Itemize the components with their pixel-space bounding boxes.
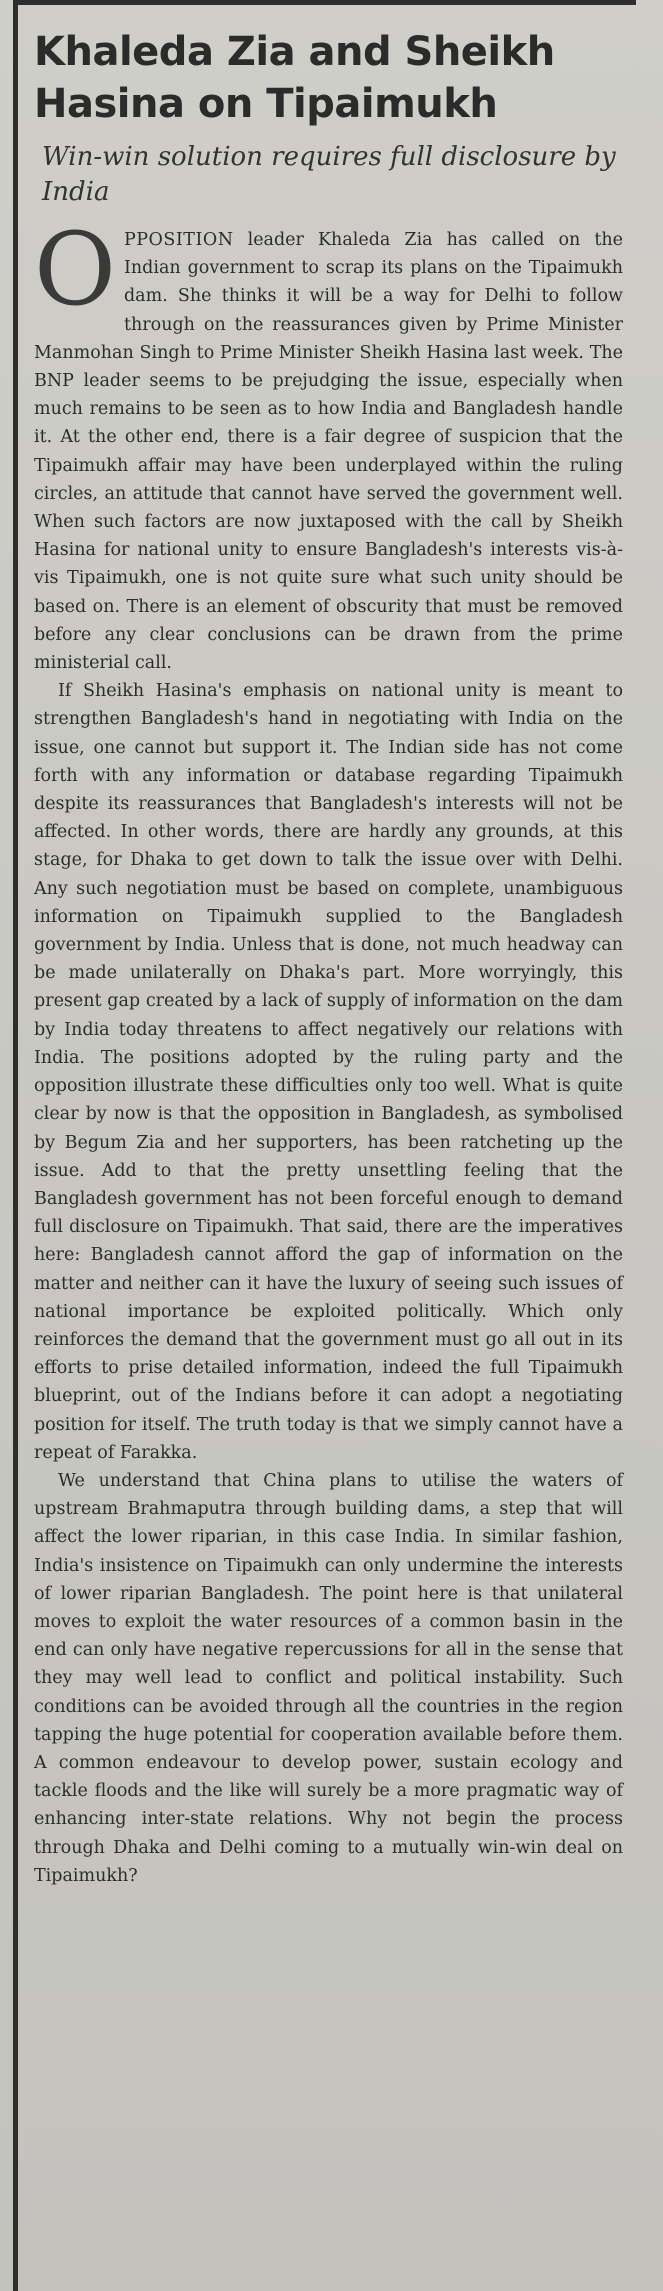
paragraph-2: If Sheikh Hasina's emphasis on national unity is meant to strengthen Bangladesh's hand in negotiating with India on the issue, one cannot but support it. The Indian side has not come forth with any information or database regarding Tipaimukh despite its reassurances that Bangladesh's interests will not be affected. In other words, there are hardly any grounds, at this stage, for Dhaka to get down to talk the issue over with Delhi. Any such negotiation must be based on complete, unambiguous information on Tipaimukh supplied to the Bangladesh government by India. Unless that is done, not much headway can be made unilaterally on Dhaka's part. More worryingly, this present gap created by a lack of supply of information on the dam by India today threatens to affect negatively our relations with India. The positions adopted by the ruling party and the opposition illustrate these difficulties only too well. What is quite clear by now is that the opposition in Bangladesh, as symbolised by Begum Zia and her supporters, has been ratcheting up the issue. Add to that the pretty unsettling feeling that the Bangladesh government has not been forceful enough to demand full disclosure on Tipaimukh. That said, there are the imperatives here: Bangladesh cannot afford the gap of information on the matter and neither can it have the luxury of seeing such issues of national importance be exploited politically. Which only reinforces the demand that the government must go all out in its efforts to prise detailed information, indeed the full Tipaimukh blueprint, out of the Indians before it can adopt a negotiating position for itself. The truth today is that we simply cannot have a repeat of Farakka. [34, 681, 623, 1463]
top-rule [13, 0, 636, 5]
headline: Khaleda Zia and Sheikh Hasina on Tipaimukh [34, 29, 555, 127]
dropcap: O [34, 211, 116, 328]
lead-caps: PPOSITION [123, 230, 234, 250]
editorial-article [34, 26, 623, 1890]
paragraph-1-text: leader Khaleda Zia has called on the Indian government to scrap its plans on the Tipaimukh dam. She thinks it will be a way for Delhi to follow through on the reassurances given by Prime Minister Manmohan Singh to Prime Minister Sheikh Hasina last week. The BNP leader seems to be prejudging the issue, especially when much remains to be seen as to how India and Bangladesh handle it. At the other end, there is a fair degree of suspicion that the Tipaimukh affair may have been underplayed within the ruling circles, an attitude that cannot have served the government well. When such factors are now juxtaposed with the call by Sheikh Hasina for national unity to ensure Bangladesh's interests vis-à-vis Tipaimukh, one is not quite sure what such unity should be based on. There is an element of obscurity that must be removed before any clear conclusions can be drawn from the prime ministerial call. [34, 230, 623, 674]
left-rule [13, 0, 18, 2291]
article-body [34, 211, 623, 1890]
subheadline: Win-win solution requires full disclosure by India [42, 142, 616, 207]
paragraph-1 [34, 211, 623, 677]
paragraph-3: We understand that China plans to utilise the waters of upstream Brahmaputra through building dams, a step that will affect the lower riparian, in this case India. In similar fashion, India's insistence on Tipaimukh can only undermine the interests of lower riparian Bangladesh. The point here is that unilateral moves to exploit the water resources of a common basin in the end can only have negative repercussions for all in the sense that they may well lead to conflict and political instability. Such conditions can be avoided through all the countries in the region tapping the huge potential for cooperation available before them. A common endeavour to develop power, sustain ecology and tackle floods and the like will surely be a more pragmatic way of enhancing inter-state relations. Why not begin the process through Dhaka and Delhi coming to a mutually win-win deal on Tipaimukh? [34, 1470, 623, 1886]
